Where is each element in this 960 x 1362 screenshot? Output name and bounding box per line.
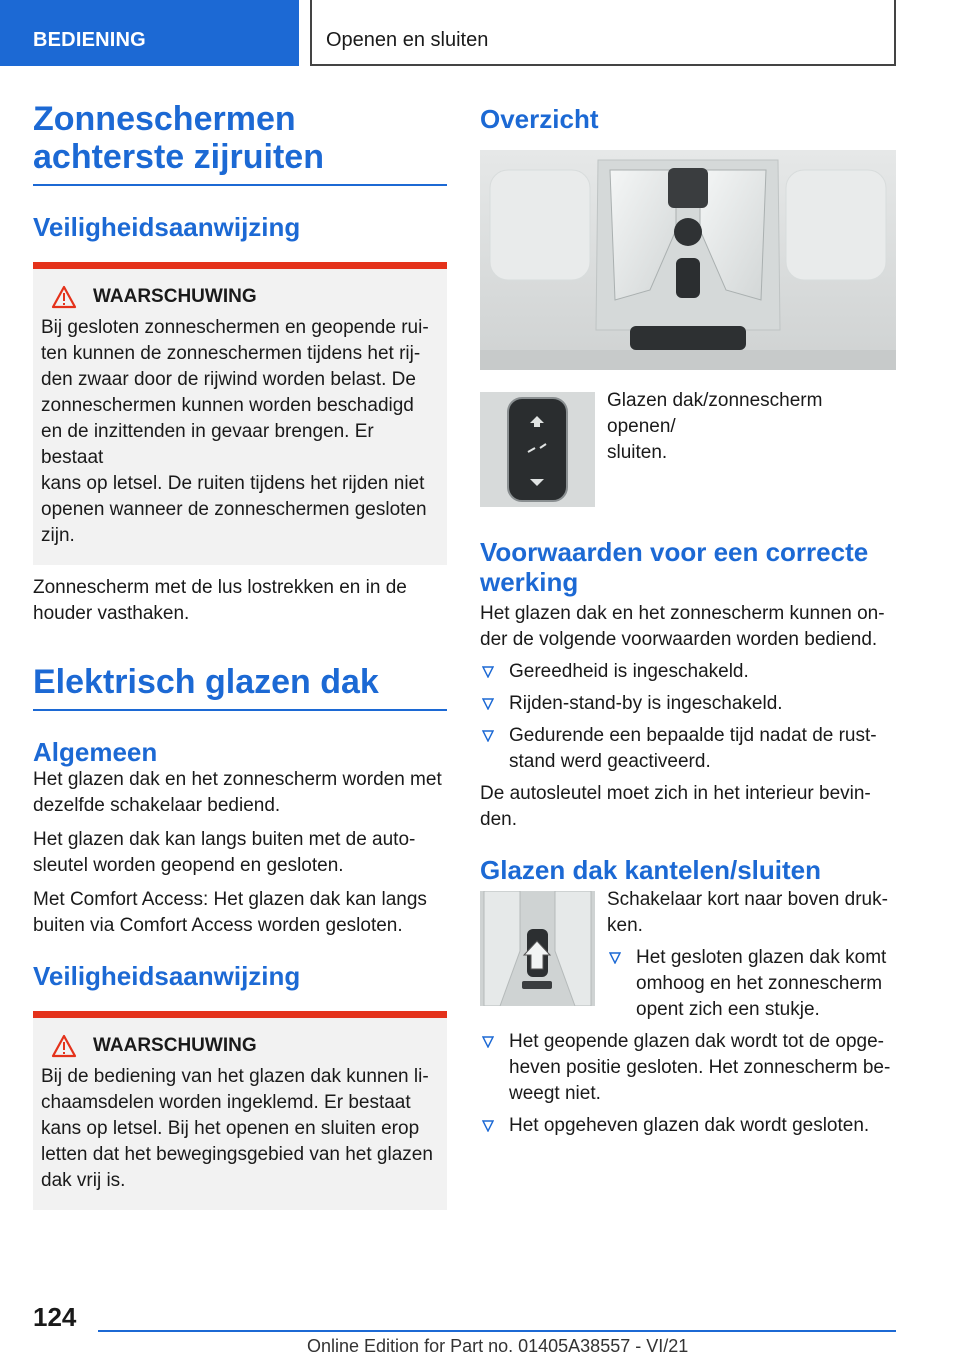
heading-rule — [33, 184, 447, 186]
footer-rule — [98, 1330, 896, 1332]
bullet-triangle-icon — [482, 730, 494, 742]
roof-console-photo — [480, 150, 896, 370]
heading-overview: Overzicht — [480, 104, 599, 134]
tilt-caption-block — [607, 887, 888, 1023]
tilt-list — [480, 1029, 896, 1139]
bullet-triangle-icon — [482, 1036, 494, 1048]
roof-switch-photo — [480, 392, 595, 507]
roof-console-illustration — [480, 150, 896, 370]
switch-figure — [480, 392, 896, 507]
heading-sunblinds: Zonneschermen achterste zijruiten — [33, 100, 324, 176]
warning-title: WAARSCHUWING — [93, 286, 257, 307]
tilt-sub-list — [607, 945, 888, 1023]
list-item: Het gesloten glazen dak komt omhoog en het zonnescherm opent zich een stukje. — [607, 945, 888, 1023]
list-item: Rijden-stand-by is ingeschakeld. — [480, 691, 896, 717]
list-item: Het opgeheven glazen dak wordt gesloten. — [480, 1113, 896, 1139]
switch-caption: Glazen dak/zonnescherm openen/ sluiten. — [607, 390, 823, 463]
heading-general: Algemeen — [33, 737, 158, 767]
tilt-switch-photo — [480, 891, 595, 1006]
warning-title: WAARSCHUWING — [93, 1035, 257, 1056]
paragraph-general-2: Het glazen dak kan langs buiten met de auto- sleutel worden geopend en gesloten. — [33, 829, 416, 876]
paragraph-sunblind-use: Zonnescherm met de lus lostrekken en in de houder vasthaken. — [33, 577, 407, 624]
paragraph-general-3: Met Comfort Access: Het glazen dak kan langs buiten via Comfort Access worden gesloten. — [33, 889, 427, 936]
roof-switch-illustration — [480, 392, 595, 507]
chapter-title: Openen en sluiten — [312, 0, 896, 66]
bullet-triangle-icon — [482, 666, 494, 678]
heading-safety-a: Veiligheidsaanwijzing — [33, 212, 301, 242]
bullet-triangle-icon — [482, 698, 494, 710]
page-number: 124 — [33, 1302, 77, 1332]
warning-header — [41, 1034, 439, 1058]
heading-tilt: Glazen dak kantelen/sluiten — [480, 855, 821, 885]
heading-prerequisites: Voorwaarden voor een correcte werking — [480, 537, 869, 597]
warning-text-a: Bij gesloten zonneschermen en geopende rui- ten kunnen de zonneschermen tijdens het rij- den zwaar door de rijwind worden belast. De zonneschermen kunnen worden beschadigd en de inzittenden in gevaar brengen. Er bestaat kans op letsel. De ruiten tijdens het rijden niet openen wanneer de zonneschermen gesloten zijn. — [41, 317, 429, 546]
warning-box-a — [33, 262, 447, 565]
section-tab: BEDIENING — [0, 0, 299, 66]
warning-box-b — [33, 1011, 447, 1210]
paragraph-key: De autosleutel moet zich in het interieur bevin- den. — [480, 783, 871, 830]
paragraph-general-1: Het glazen dak en het zonnescherm worden met dezelfde schakelaar bediend. — [33, 769, 442, 816]
heading-safety-b: Veiligheidsaanwijzing — [33, 961, 301, 991]
paragraph-prerequisites: Het glazen dak en het zonnescherm kunnen on- der de volgende voorwaarden worden bediend. — [480, 603, 885, 650]
list-item: Gedurende een bepaalde tijd nadat de rust- stand werd geactiveerd. — [480, 723, 896, 775]
tilt-figure — [480, 891, 896, 1023]
right-column — [480, 100, 896, 1139]
heading-glass-roof: Elektrisch glazen dak — [33, 663, 379, 701]
warning-triangle-icon — [51, 285, 77, 309]
bullet-triangle-icon — [609, 952, 621, 964]
left-column — [33, 100, 447, 1210]
tilt-caption: Schakelaar kort naar boven druk- ken. — [607, 889, 888, 936]
list-item: Gereedheid is ingeschakeld. — [480, 659, 896, 685]
warning-triangle-icon — [51, 1034, 77, 1058]
edition-note: Online Edition for Part no. 01405A38557 - VI/21 — [307, 1336, 689, 1356]
bullet-triangle-icon — [482, 1120, 494, 1132]
tilt-switch-illustration — [480, 891, 595, 1006]
list-item: Het geopende glazen dak wordt tot de opge- heven positie gesloten. Het zonnescherm be- weegt niet. — [480, 1029, 896, 1107]
warning-header — [41, 285, 439, 309]
heading-rule — [33, 709, 447, 711]
prerequisite-list — [480, 659, 896, 775]
warning-text-b: Bij de bediening van het glazen dak kunnen li- chaamsdelen worden ingeklemd. Er bestaat kans op letsel. Bij het openen en sluiten erop letten dat het bewegingsgebied van het glazen dak vrij is. — [41, 1066, 433, 1191]
